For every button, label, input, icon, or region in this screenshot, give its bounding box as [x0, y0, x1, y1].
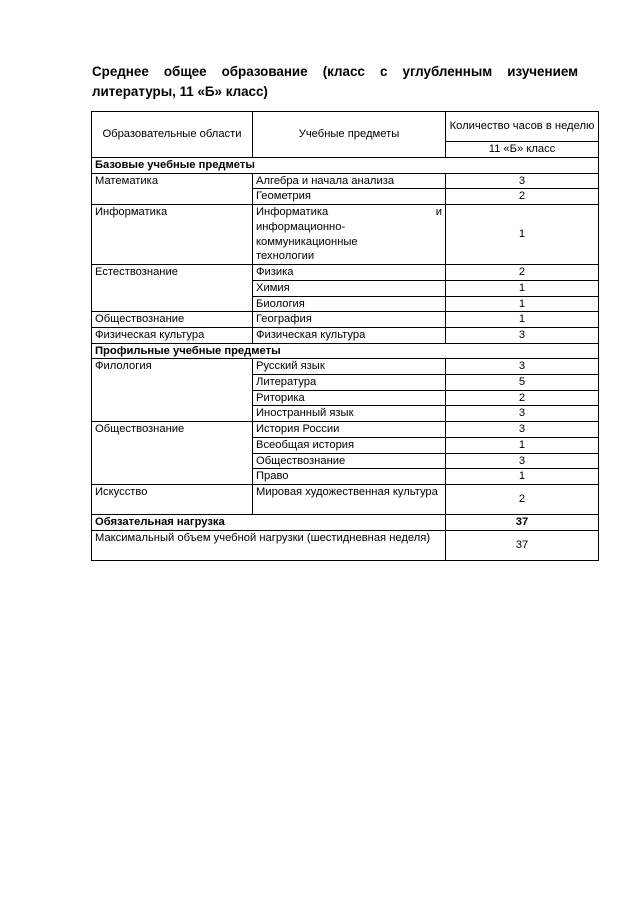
section-basic: Базовые учебные предметы — [92, 158, 599, 174]
header-row — [92, 112, 599, 142]
area-cell: Математика — [92, 173, 253, 204]
mandatory-load-value: 37 — [446, 514, 599, 530]
subject-cell: Геометрия — [253, 189, 446, 205]
subject-cell: История России — [253, 422, 446, 438]
hours-cell: 1 — [446, 296, 599, 312]
area-cell: Информатика — [92, 205, 253, 265]
table-row — [92, 173, 599, 189]
subject-cell: Русский язык — [253, 359, 446, 375]
subject-text: и — [435, 206, 442, 219]
hours-cell: 1 — [446, 312, 599, 328]
subject-cell: Всеобщая история — [253, 437, 446, 453]
hours-cell: 1 — [446, 437, 599, 453]
section-row — [92, 158, 599, 174]
max-load-label — [92, 530, 446, 560]
subject-cell: Алгебра и начала анализа — [253, 173, 446, 189]
hours-cell: 2 — [446, 484, 599, 514]
area-cell: Обществознание — [92, 422, 253, 485]
total-row — [92, 514, 599, 530]
subject-cell: Риторика — [253, 390, 446, 406]
subject-cell: Право — [253, 469, 446, 485]
section-row — [92, 343, 599, 359]
subject-cell: Иностранный язык — [253, 406, 446, 422]
header-hours: Количество часов в неделю — [446, 112, 599, 142]
subject-cell: Мировая художественная культура — [253, 484, 446, 514]
hours-cell: 2 — [446, 189, 599, 205]
table-row — [92, 265, 599, 281]
subject-cell: Биология — [253, 296, 446, 312]
area-cell: Искусство — [92, 484, 253, 514]
hours-cell: 2 — [446, 390, 599, 406]
table-row — [92, 359, 599, 375]
area-cell: Обществознание — [92, 312, 253, 328]
subject-text: информационно-коммуникационные технологии — [256, 220, 358, 263]
table-row — [92, 205, 599, 265]
mandatory-load-label: Обязательная нагрузка — [92, 514, 446, 530]
subject-cell: Химия — [253, 280, 446, 296]
hours-cell: 3 — [446, 327, 599, 343]
subject-cell: Физика — [253, 265, 446, 281]
hours-cell: 5 — [446, 375, 599, 391]
hours-cell: 3 — [446, 173, 599, 189]
area-cell: Филология — [92, 359, 253, 422]
hours-cell: 3 — [446, 453, 599, 469]
page-title: Среднее общее образование (класс с углубленным изучением литературы, 11 «Б» класс) — [92, 64, 578, 99]
table-row — [92, 327, 599, 343]
hours-cell: 2 — [446, 265, 599, 281]
subject-cell: Литература — [253, 375, 446, 391]
hours-cell: 3 — [446, 406, 599, 422]
hours-cell: 3 — [446, 359, 599, 375]
hours-cell: 1 — [446, 280, 599, 296]
subject-cell: Физическая культура — [253, 327, 446, 343]
area-cell: Естествознание — [92, 265, 253, 312]
subject-cell: Обществознание — [253, 453, 446, 469]
max-load-value: 37 — [446, 530, 599, 560]
total-row — [92, 530, 599, 560]
table-row — [92, 484, 599, 514]
table-row — [92, 422, 599, 438]
header-class: 11 «Б» класс — [446, 142, 599, 158]
area-cell: Физическая культура — [92, 327, 253, 343]
subject-cell — [253, 205, 446, 265]
header-areas: Образовательные области — [92, 112, 253, 158]
subject-text: Информатика — [256, 206, 329, 219]
curriculum-table — [91, 111, 599, 561]
hours-cell: 1 — [446, 469, 599, 485]
header-subjects: Учебные предметы — [253, 112, 446, 158]
table-row — [92, 312, 599, 328]
subject-cell: География — [253, 312, 446, 328]
hours-cell: 3 — [446, 422, 599, 438]
hours-cell: 1 — [446, 205, 599, 265]
section-profile: Профильные учебные предметы — [92, 343, 599, 359]
max-load-text: Максимальный объем учебной нагрузки (шестидневная неделя) — [95, 531, 431, 544]
